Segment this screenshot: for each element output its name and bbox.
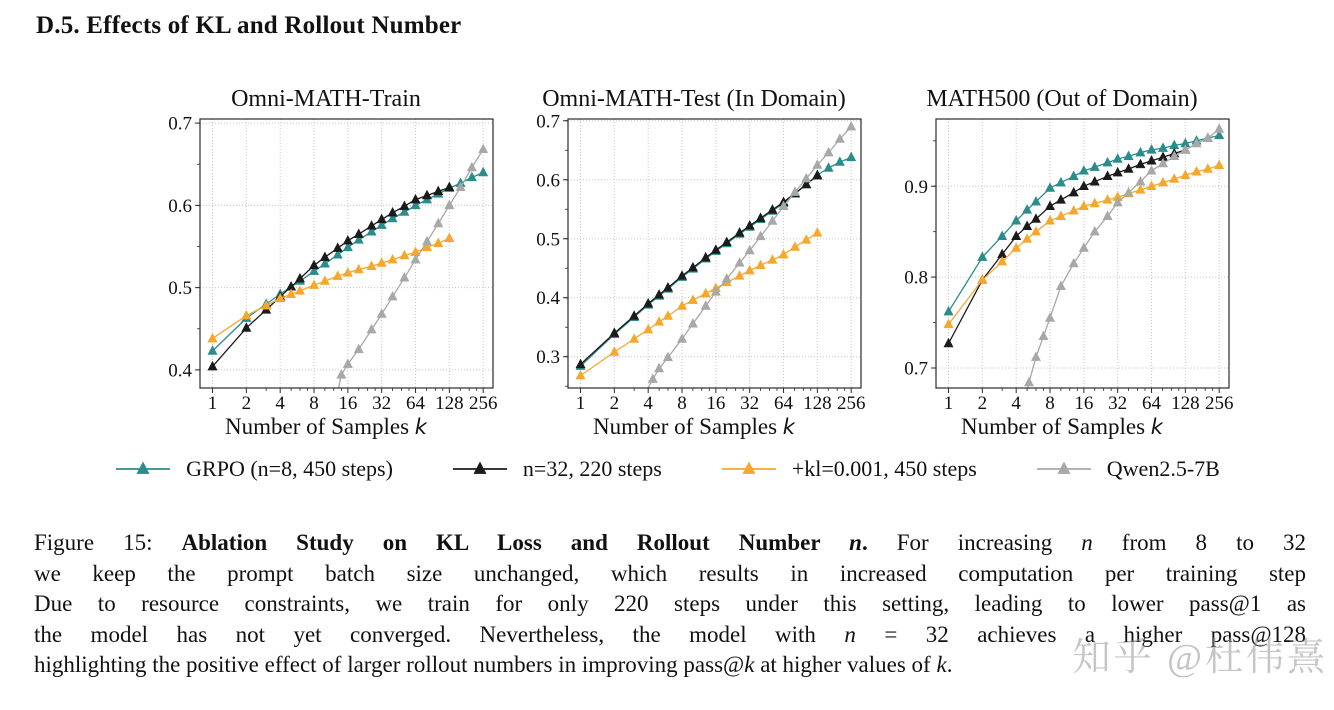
svg-text:2: 2 (241, 393, 252, 414)
svg-text:8: 8 (309, 393, 319, 414)
svg-text:128: 128 (803, 393, 832, 414)
line-plot-omni-math-train (150, 114, 502, 416)
svg-text:0.7: 0.7 (536, 114, 560, 133)
svg-text:0.4: 0.4 (536, 288, 560, 310)
svg-text:1: 1 (575, 393, 586, 414)
chart-math500 (886, 84, 1238, 440)
section-heading: D.5. Effects of KL and Rollout Number (36, 12, 462, 39)
legend-item-grpo (114, 456, 393, 482)
svg-text:0.9: 0.9 (904, 176, 928, 198)
legend-label: n=32, 220 steps (522, 456, 662, 481)
legend-item-qwen (1035, 456, 1220, 482)
zhihu-watermark: 知乎 @杜伟熹 (1072, 637, 1328, 679)
chart-omni-math-train (150, 84, 502, 440)
svg-text:0.5: 0.5 (536, 229, 560, 251)
caption-line: Due to resource constraints, we train for only 220 steps under this setting, leading to lower pass@1 as (34, 591, 1306, 616)
x-axis-label: Number of Samples k (961, 414, 1163, 439)
caption-line: we keep the prompt batch size unchanged, which results in increased computation per training step (34, 560, 1306, 586)
svg-text:64: 64 (774, 393, 794, 414)
chart-title: Omni-MATH-Train (231, 86, 421, 112)
legend-label: Qwen2.5-7B (1106, 456, 1220, 481)
svg-text:256: 256 (468, 393, 498, 414)
x-axis-label: Number of Samples k (225, 414, 427, 439)
svg-text:8: 8 (1045, 393, 1055, 414)
figure-legend (0, 456, 1334, 482)
caption-line: Figure 15: Ablation Study on KL Loss and Rollout Number n. For increasing n from 8 to 32 (34, 530, 1306, 555)
figure-caption (34, 528, 1306, 681)
x-axis-label: Number of Samples k (593, 414, 795, 439)
svg-text:32: 32 (372, 393, 392, 414)
chart-title: Omni-MATH-Test (In Domain) (542, 86, 846, 112)
svg-text:1: 1 (943, 393, 954, 414)
legend-marker-triangle-gray (1035, 460, 1093, 478)
line-plot-omni-math-test (518, 114, 870, 416)
svg-text:64: 64 (406, 393, 426, 414)
svg-text:0.5: 0.5 (168, 278, 192, 300)
svg-text:0.4: 0.4 (168, 360, 192, 382)
svg-text:2: 2 (609, 393, 620, 414)
svg-text:0.6: 0.6 (536, 170, 560, 192)
svg-text:0.6: 0.6 (168, 195, 192, 217)
svg-text:0.3: 0.3 (536, 347, 560, 369)
svg-text:128: 128 (1171, 393, 1200, 414)
svg-text:4: 4 (275, 393, 285, 414)
svg-text:2: 2 (977, 393, 988, 414)
caption-line: the model has not yet converged. Nevertheless, the model with n = 32 achieves a higher pass@128 (34, 621, 1307, 647)
svg-text:32: 32 (1108, 393, 1128, 414)
svg-text:16: 16 (1074, 393, 1094, 414)
legend-marker-triangle-orange (720, 460, 778, 478)
legend-label: GRPO (n=8, 450 steps) (186, 456, 393, 481)
legend-item-n32 (451, 456, 662, 482)
caption-line: highlighting the positive effect of larger rollout numbers in improving pass@k at higher values of k. (34, 652, 953, 677)
svg-text:0.7: 0.7 (168, 114, 192, 135)
svg-text:256: 256 (836, 393, 866, 414)
chart-title: MATH500 (Out of Domain) (926, 86, 1198, 112)
chart-omni-math-test (518, 84, 870, 440)
legend-item-kl (720, 456, 977, 482)
svg-text:1: 1 (207, 393, 218, 414)
legend-marker-triangle-black (451, 460, 509, 478)
svg-text:128: 128 (435, 393, 464, 414)
svg-text:64: 64 (1142, 393, 1162, 414)
line-plot-math500 (886, 114, 1238, 416)
svg-text:4: 4 (643, 393, 653, 414)
svg-text:0.7: 0.7 (904, 358, 928, 380)
legend-marker-triangle-teal (114, 460, 172, 478)
svg-text:8: 8 (677, 393, 687, 414)
svg-text:4: 4 (1011, 393, 1021, 414)
svg-text:16: 16 (338, 393, 358, 414)
figure-charts-row (150, 84, 1250, 440)
legend-label: +kl=0.001, 450 steps (791, 456, 977, 481)
svg-text:16: 16 (706, 393, 726, 414)
svg-text:32: 32 (740, 393, 760, 414)
svg-text:256: 256 (1204, 393, 1234, 414)
svg-text:0.8: 0.8 (904, 267, 928, 289)
